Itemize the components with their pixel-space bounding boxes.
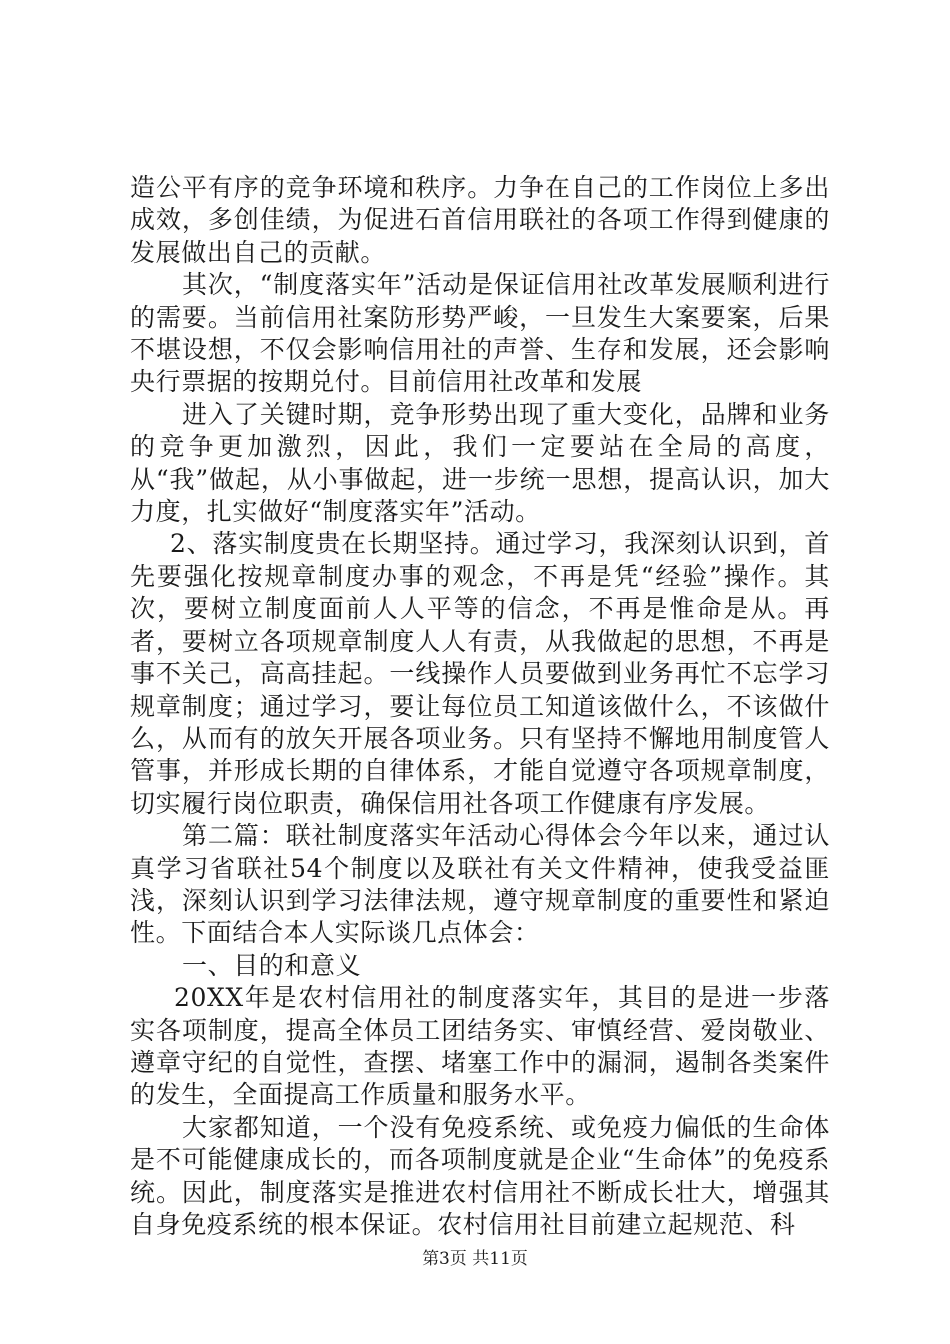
paragraph: 其次，“制度落实年”活动是保证信用社改革发展顺利进行的需要。当前信用社案防形势严峻，一旦发生大案要案，后果不堪设想，不仅会影响信用社的声誉、生存和发展，还会影响央行票据的按期兑付。目前信用社改革和发展: [130, 270, 830, 397]
paragraph: 2、落实制度贵在长期坚持。通过学习，我深刻认识到，首先要强化按规章制度办事的观念，不再是凭“经验”操作。其次，要树立制度面前人人平等的信念，不再是惟命是从。再者，要树立各项规章制度人人有责，从我做起的思想，不再是事不关己，高高挂起。一线操作人员要做到业务再忙不忘学习规章制度；通过学习，要让每位员工知道该做什么，不该做什么，从而有的放矢开展各项业务。只有坚持不懈地用制度管人管事，并形成长期的自律体系，才能自觉遵守各项规章制度，切实履行岗位职责，确保信用社各项工作健康有序发展。: [130, 529, 830, 818]
paragraph: 造公平有序的竞争环境和秩序。力争在自己的工作岗位上多出成效，多创佳绩，为促进石首信用联社的各项工作得到健康的发展做出自己的贡献。: [130, 173, 830, 267]
paragraph: 大家都知道，一个没有免疫系统、或免疫力偏低的生命体是不可能健康成长的，而各项制度就是企业“生命体”的免疫系统。因此，制度落实是推进农村信用社不断成长壮大，增强其自身免疫系统的根本保证。农村信用社目前建立起规范、科: [130, 1112, 830, 1239]
paragraph: 进入了关键时期，竞争形势出现了重大变化，品牌和业务的竞争更加激烈，因此，我们一定要站在全局的高度，从“我”做起，从小事做起，进一步统一思想，提高认识，加大力度，扎实做好“制度落实年”活动。: [130, 399, 830, 527]
body-text: [130, 172, 830, 1241]
section-heading: 一、目的和意义: [182, 950, 362, 980]
paragraph: 第二篇：联社制度落实年活动心得体会今年以来，通过认真学习省联社54个制度以及联社有关文件精神，使我受益匪浅，深刻认识到学习法律法规，遵守规章制度的重要性和紧迫性。下面结合本人实际谈几点体会：: [130, 821, 830, 948]
paragraph: 20XX年是农村信用社的制度落实年，其目的是进一步落实各项制度，提高全体员工团结务实、审慎经营、爱岗敬业、遵章守纪的自觉性，查摆、堵塞工作中的漏洞，遏制各类案件的发生，全面提高工作质量和服务水平。: [130, 983, 830, 1110]
page-number: 第3页 共11页: [422, 1249, 528, 1269]
page-footer: [0, 1244, 950, 1269]
